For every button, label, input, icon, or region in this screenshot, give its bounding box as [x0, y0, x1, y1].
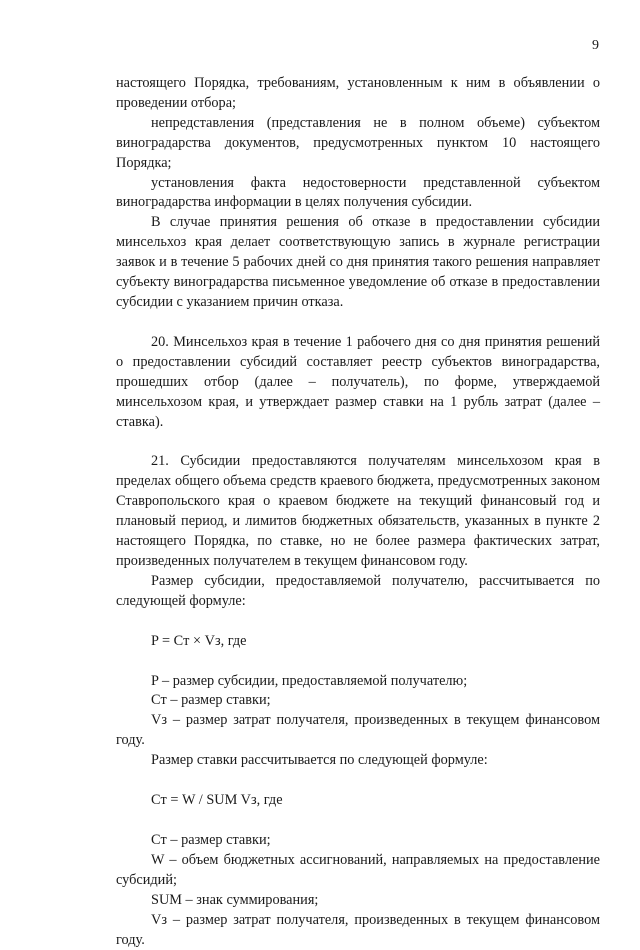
paragraph-continuation: настоящего Порядка, требованиям, установленным к ним в объявлении о проведении отбора; [116, 75, 600, 111]
formula-subsidy: P = Cт × Vз, где [151, 632, 247, 649]
definition-ct-2: Cт – размер ставки; [151, 832, 271, 848]
page-number: 9 [592, 38, 599, 53]
paragraph-item-20: 20. Минсельхоз края в течение 1 рабочего дня со дня принятия решений о предоставлении субсидий составляет реестр субъектов виноградарства, прошедших отбор (далее – получатель), по форме, утверждаемой минсельхозом края, и утверждает размер ставки на 1 рубль затрат (далее – ставка). [116, 333, 600, 430]
paragraph-reason-documents: непредставления (представления не в полном объеме) субъектом виноградарства документов, предусмотренных пунктом 10 настоящего Порядка; [116, 114, 600, 171]
definition-vz: Vз – размер затрат получателя, произведенных в текущем финансовом году. [116, 712, 600, 749]
definition-sum: SUM – знак суммирования; [151, 891, 319, 908]
definition-p: P – размер субсидии, предоставляемой получателю; [151, 672, 468, 689]
paragraph-refusal-notice: В случае принятия решения об отказе в предоставлении субсидии минсельхоз края делает соответствующую запись в журнале регистрации заявок и в течение 5 рабочих дней со дня принятия такого решения направляет субъекту виноградарства письменное уведомление об отказе в предоставлении субсидии с указанием причин отказа. [116, 214, 600, 310]
paragraph-rate-formula-intro: Размер ставки рассчитывается по следующей формуле: [151, 752, 488, 769]
paragraph-subsidy-formula-intro: Размер субсидии, предоставляемой получателю, рассчитывается по следующей формуле: [116, 572, 600, 609]
definition-w: W – объем бюджетных ассигнований, направляемых на предоставление субсидий; [116, 851, 600, 888]
formula-rate: Cт = W / SUM Vз, где [151, 792, 283, 809]
paragraph-item-21: 21. Субсидии предоставляются получателям минсельхозом края в пределах общего объема средств краевого бюджета, предусмотренных законом Ставропольского края о краевом бюджете на текущий финансовый год и плановый период, и лимитов бюджетных обязательств, указанных в пункте 2 настоящего Порядка, по ставке, но не более размера фактических затрат, произведенных получателем в текущем финансовом году. [116, 453, 600, 569]
paragraph-reason-information: установления факта недостоверности представленной субъектом виноградарства информации в целях получения субсидии. [116, 174, 600, 211]
definition-vz-2: Vз – размер затрат получателя, произведенных в текущем финансовом году. [116, 911, 600, 948]
document-body [116, 74, 600, 950]
definition-ct: Cт – размер ставки; [151, 692, 271, 709]
